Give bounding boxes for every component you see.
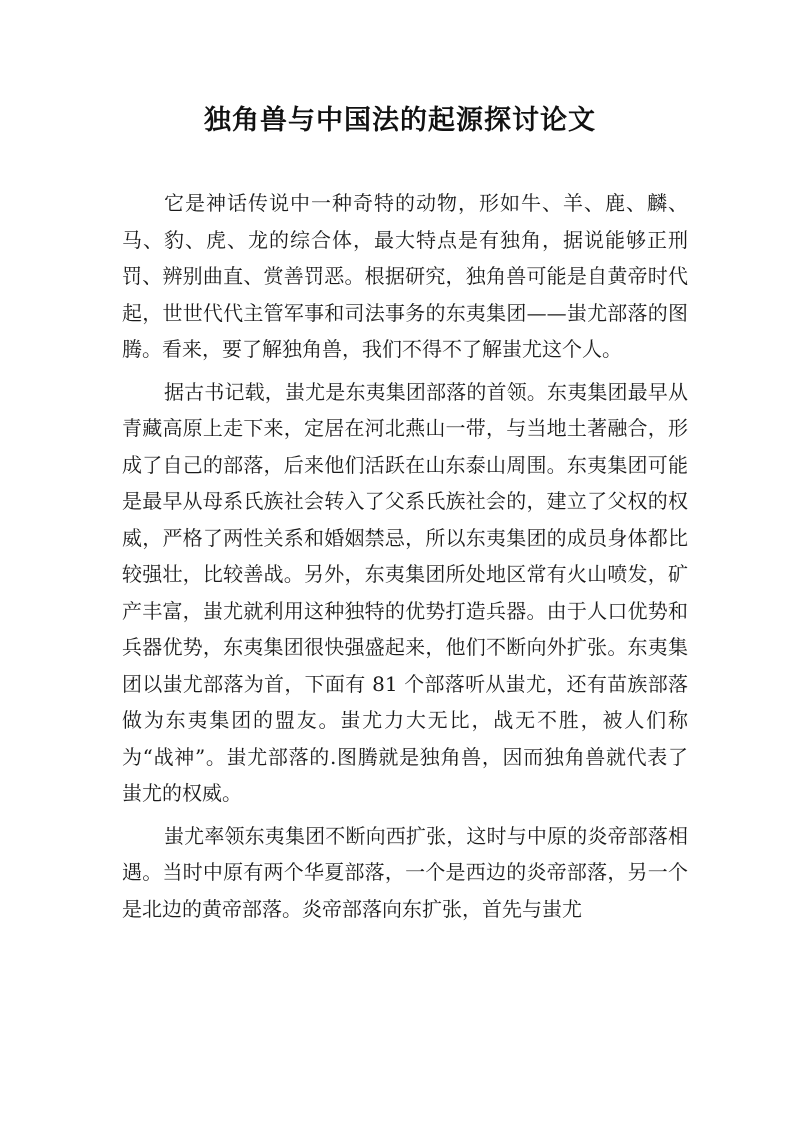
paragraph-1: 它是神话传说中一种奇特的动物，形如牛、羊、鹿、麟、马、豹、虎、龙的综合体，最大特点是有独角，据说能够正刑罚、辨别曲直、赏善罚恶。根据研究，独角兽可能是自黄帝时代起，世世代代主管军事和司法事务的东夷集团——蚩尤部落的图腾。看来，要了解独角兽，我们不得不了解蚩尤这个人。 (122, 191, 688, 361)
document-body (122, 185, 688, 933)
document-title: 独角兽与中国法的起源探讨论文 (204, 105, 596, 136)
paragraph-2: 据古书记载，蚩尤是东夷集团部落的首领。东夷集团最早从青藏高原上走下来，定居在河北燕山一带，与当地土著融合，形成了自己的部落，后来他们活跃在山东泰山周围。东夷集团可能是最早从母系氏族社会转入了父系氏族社会的，建立了父权的权威，严格了两性关系和婚姻禁忌，所以东夷集团的成员身体都比较强壮，比较善战。另外，东夷集团所处地区常有火山喷发，矿产丰富，蚩尤就利用这种独特的优势打造兵器。由于人口优势和兵器优势，东夷集团很快强盛起来，他们不断向外扩张。东夷集团以蚩尤部落为首，下面有 81 个部落听从蚩尤，还有苗族部落做为东夷集团的盟友。蚩尤力大无比，战无不胜，被人们称为“战神”。蚩尤部落的.图腾就是独角兽，因而独角兽就代表了蚩尤的权威。 (122, 379, 688, 805)
paragraph-3: 蚩尤率领东夷集团不断向西扩张，这时与中原的炎帝部落相遇。当时中原有两个华夏部落，一个是西边的炎帝部落，另一个是北边的黄帝部落。炎帝部落向东扩张，首先与蚩尤 (122, 823, 688, 921)
